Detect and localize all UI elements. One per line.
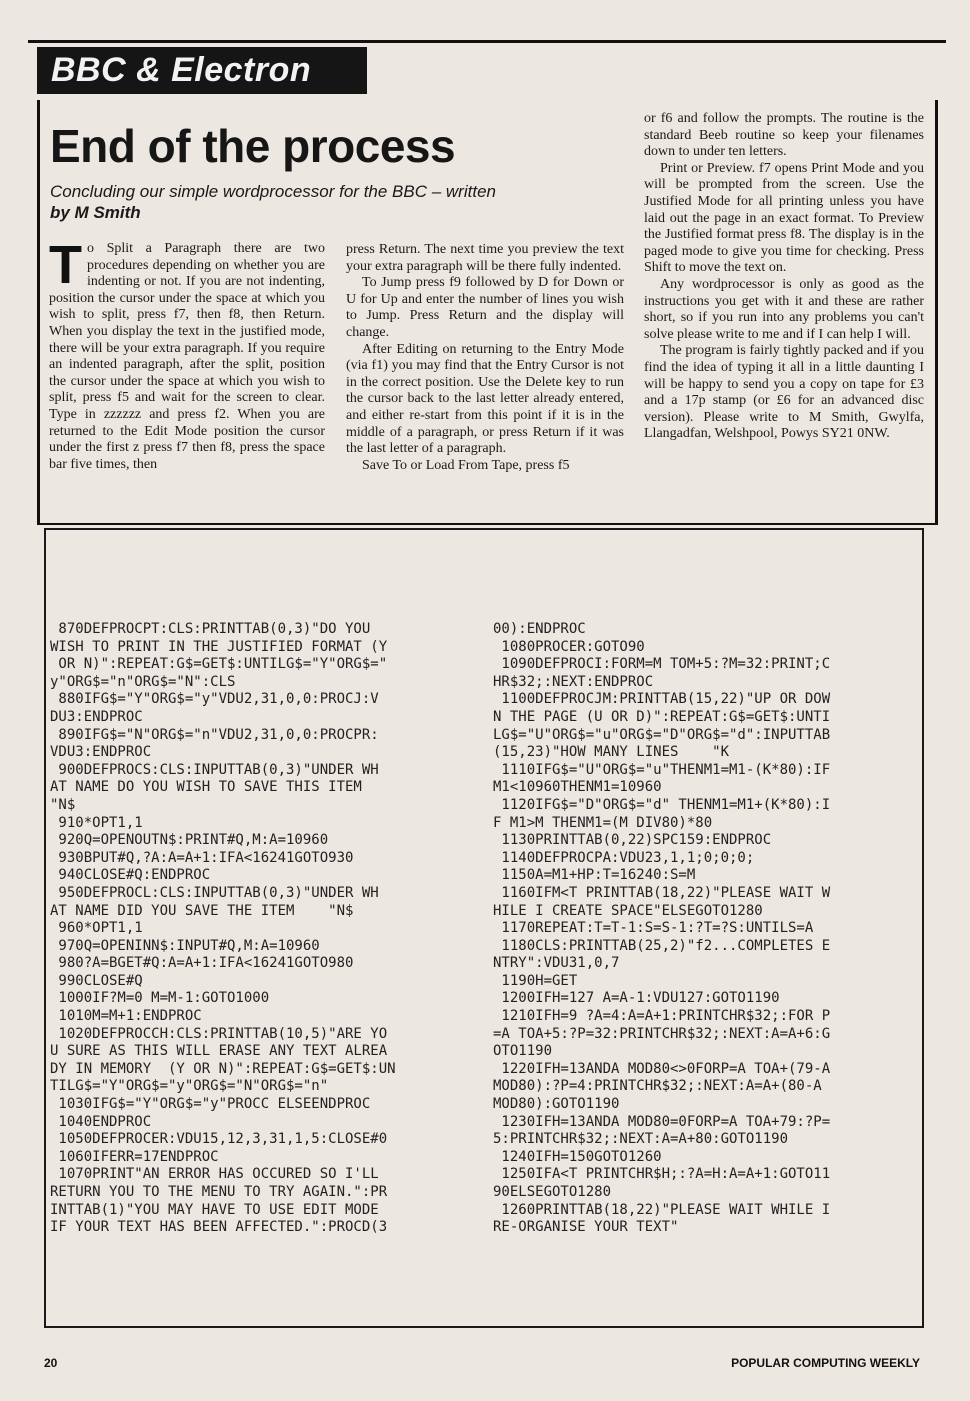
code-line: 1060IFERR=17ENDPROC bbox=[50, 1148, 219, 1165]
drop-cap: T bbox=[49, 235, 82, 295]
code-line: IF YOUR TEXT HAS BEEN AFFECTED.":PROCD(3 bbox=[50, 1219, 388, 1236]
code-line: NTRY":VDU31,0,7 bbox=[493, 955, 620, 972]
paragraph-text: o Split a Paragraph there are two procedures depending on whether you are indenting or not. If you are not indenting, position the cursor under the space at which you wish to split, press f7, then f8, then Return. When you display the text in the justified mode, there will be your extra paragraph. If you require an indented paragraph, after the split, position the cursor under the space at which you wish to split, press f5 and wait for the screen to clear. Type in zzzzzz and press f2. When you are returned to the Edit Mode position the cursor under the first z press f7 then f8, press the space bar five times, then bbox=[49, 241, 325, 472]
body-paragraph: press Return. The next time you preview the text your extra paragraph will be there fully indented. bbox=[346, 242, 624, 274]
code-line: 1230IFH=13ANDA MOD80=0FORP=A TOA+79:?P= bbox=[493, 1113, 831, 1130]
body-paragraph: The program is fairly tightly packed and if you find the idea of typing it all in a little daunting I will be happy to send you a copy on tape for £3 and a 17p stamp (or £6 for an advanced disc version). Please write to M Smith, Gwylfa, Llangadfan, Welshpool, Powys SY21 0NW. bbox=[644, 343, 924, 442]
code-line: 1130PRINTTAB(0,22)SPC159:ENDPROC bbox=[493, 832, 772, 849]
code-line: 1160IFM<T PRINTTAB(18,22)"PLEASE WAIT W bbox=[493, 884, 831, 901]
code-line: MOD80):?P=4:PRINTCHR$32;:NEXT:A=A+(80-A bbox=[493, 1078, 822, 1095]
body-paragraph: Print or Preview. f7 opens Print Mode and you will be prompted from the screen. Use the Justified Mode for all printing unless you have laid out the page in an exact format. To Preview the Justified format press f8. The display is in the paged mode to give you time for checking. Press Shift to move the text on. bbox=[644, 160, 924, 276]
code-line: 1260PRINTTAB(18,22)"PLEASE WAIT WHILE I bbox=[493, 1201, 831, 1218]
article-title: End of the process bbox=[50, 120, 456, 172]
code-line: 900DEFPROCS:CLS:INPUTTAB(0,3)"UNDER WH bbox=[50, 761, 379, 778]
body-column-1 bbox=[49, 235, 325, 473]
code-line: 00):ENDPROC bbox=[493, 621, 586, 637]
frame-bottom-rule bbox=[37, 523, 938, 525]
code-line: 1080PROCER:GOTO90 bbox=[493, 638, 645, 655]
code-line: 880IFG$="Y"ORG$="y"VDU2,31,0,0:PROCJ:V bbox=[50, 691, 379, 708]
code-line: 980?A=BGET#Q:A=A+1:IFA<16241GOTO980 bbox=[50, 955, 354, 972]
code-line: "N$ bbox=[50, 796, 76, 813]
code-line: 1070PRINT"AN ERROR HAS OCCURED SO I'LL bbox=[50, 1166, 379, 1183]
code-line: 1210IFH=9 ?A=4:A=A+1:PRINTCHR$32;:FOR P bbox=[493, 1008, 831, 1025]
code-line: 1040ENDPROC bbox=[50, 1113, 152, 1130]
code-line: 1010M=M+1:ENDPROC bbox=[50, 1008, 202, 1025]
publication-name: POPULAR COMPUTING WEEKLY bbox=[731, 1356, 920, 1370]
code-line: y"ORG$="n"ORG$="N":CLS bbox=[50, 673, 236, 690]
code-line: 1030IFG$="Y"ORG$="y"PROCC ELSEENDPROC bbox=[50, 1096, 371, 1113]
code-line: =A TOA+5:?P=32:PRINTCHR$32;:NEXT:A=A+6:G bbox=[493, 1025, 831, 1042]
standfirst bbox=[50, 181, 520, 223]
code-line: 930BPUT#Q,?A:A=A+1:IFA<16241GOTO930 bbox=[50, 849, 354, 866]
frame-right-rule bbox=[935, 100, 938, 525]
code-line: 5:PRINTCHR$32;:NEXT:A=A+80:GOTO1190 bbox=[493, 1131, 789, 1148]
code-line: 990CLOSE#Q bbox=[50, 972, 143, 989]
code-line: 1050DEFPROCER:VDU15,12,3,31,1,5:CLOSE#0 bbox=[50, 1131, 388, 1148]
code-line: (15,23)"HOW MANY LINES "K bbox=[493, 744, 730, 761]
code-line: U SURE AS THIS WILL ERASE ANY TEXT ALREA bbox=[50, 1043, 388, 1060]
body-paragraph: To Jump press f9 followed by D for Down or U for Up and enter the number of lines you wish to Jump. Press Return and the display will change. bbox=[346, 275, 624, 340]
code-line: 1180CLS:PRINTTAB(25,2)"f2...COMPLETES E bbox=[493, 937, 831, 954]
code-line: M1<10960THENM1=10960 bbox=[493, 779, 662, 796]
code-line: N THE PAGE (U OR D)":REPEAT:G$=GET$:UNTI bbox=[493, 708, 831, 725]
page-number: 20 bbox=[44, 1356, 58, 1370]
code-line: HILE I CREATE SPACE"ELSEGOTO1280 bbox=[493, 902, 763, 919]
code-line: F M1>M THENM1=(M DIV80)*80 bbox=[493, 814, 713, 831]
byline: by M Smith bbox=[50, 203, 141, 222]
code-line: 1120IFG$="D"ORG$="d" THENM1=M1+(K*80):I bbox=[493, 796, 831, 813]
body-column-2 bbox=[346, 242, 624, 474]
body-paragraph: or f6 and follow the prompts. The routine is the standard Beeb routine so keep your filenames down to under ten letters. bbox=[644, 111, 924, 160]
code-line: 940CLOSE#Q:ENDPROC bbox=[50, 867, 211, 884]
body-column-3 bbox=[644, 111, 924, 443]
code-line: OTO1190 bbox=[493, 1043, 553, 1060]
frame-left-rule bbox=[37, 100, 40, 525]
code-line: 1140DEFPROCPA:VDU23,1,1;0;0;0; bbox=[493, 849, 755, 866]
body-paragraph: Any wordprocessor is only as good as the instructions you get with it and these are rather short, so if you run into any problems you can't solve please write to me and if I can help I will. bbox=[644, 276, 924, 342]
code-line: 1150A=M1+HP:T=16240:S=M bbox=[493, 867, 696, 884]
program-listing-right bbox=[493, 621, 830, 1237]
code-line: 1100DEFPROCJM:PRINTTAB(15,22)"UP OR DOW bbox=[493, 691, 831, 708]
code-line: MOD80):GOTO1190 bbox=[493, 1096, 620, 1113]
code-line: 1250IFA<T PRINTCHR$H;:?A=H:A=A+1:GOTO11 bbox=[493, 1166, 831, 1183]
code-line: 1190H=GET bbox=[493, 972, 578, 989]
code-line: 1170REPEAT:T=T-1:S=S-1:?T=?S:UNTILS=A bbox=[493, 920, 814, 937]
code-line: 1240IFH=150GOTO1260 bbox=[493, 1148, 662, 1165]
code-line: HR$32;:NEXT:ENDPROC bbox=[493, 673, 654, 690]
code-line: RE-ORGANISE YOUR TEXT" bbox=[493, 1219, 679, 1236]
code-line: 1020DEFPROCCH:CLS:PRINTTAB(10,5)"ARE YO bbox=[50, 1025, 388, 1042]
section-tag: BBC & Electron bbox=[37, 47, 367, 94]
code-line: 90ELSEGOTO1280 bbox=[493, 1184, 612, 1200]
header-rule bbox=[28, 40, 946, 43]
code-line: 950DEFPROCL:CLS:INPUTTAB(0,3)"UNDER WH bbox=[50, 884, 379, 901]
code-line: 1090DEFPROCI:FORM=M TOM+5:?M=32:PRINT;C bbox=[493, 656, 831, 673]
code-line: OR N)":REPEAT:G$=GET$:UNTILG$="Y"ORG$=" bbox=[50, 656, 388, 673]
code-line: TILG$="Y"ORG$="y"ORG$="N"ORG$="n" bbox=[50, 1078, 329, 1095]
code-line: LG$="U"ORG$="u"ORG$="D"ORG$="d":INPUTTAB bbox=[493, 726, 831, 743]
code-line: 920Q=OPENOUTN$:PRINT#Q,M:A=10960 bbox=[50, 832, 329, 849]
program-listing-left bbox=[50, 621, 396, 1237]
code-line: 870DEFPROCPT:CLS:PRINTTAB(0,3)"DO YOU bbox=[50, 621, 371, 637]
code-line: 1000IF?M=0 M=M-1:GOTO1000 bbox=[50, 990, 270, 1007]
code-line: AT NAME DO YOU WISH TO SAVE THIS ITEM bbox=[50, 779, 362, 796]
code-line: 910*OPT1,1 bbox=[50, 814, 143, 831]
code-line: 890IFG$="N"ORG$="n"VDU2,31,0,0:PROCPR: bbox=[50, 726, 379, 743]
code-line: VDU3:ENDPROC bbox=[50, 744, 152, 761]
code-line: WISH TO PRINT IN THE JUSTIFIED FORMAT (Y bbox=[50, 638, 388, 655]
code-line: RETURN YOU TO THE MENU TO TRY AGAIN.":PR bbox=[50, 1184, 388, 1200]
code-line: DU3:ENDPROC bbox=[50, 708, 143, 725]
code-line: 960*OPT1,1 bbox=[50, 920, 143, 937]
code-line: AT NAME DID YOU SAVE THE ITEM "N$ bbox=[50, 902, 354, 919]
body-paragraph: After Editing on returning to the Entry Mode (via f1) you may find that the Entry Cursor is not in the correct position. Use the Delete key to run the cursor back to the last letter already entered, and either re-start from this point if it is in the middle of a paragraph, or press Return if it was the last letter of a paragraph. bbox=[346, 341, 624, 457]
code-line: 1220IFH=13ANDA MOD80<>0FORP=A TOA+(79-A bbox=[493, 1060, 831, 1077]
code-line: 1200IFH=127 A=A-1:VDU127:GOTO1190 bbox=[493, 990, 780, 1007]
code-line: INTTAB(1)"YOU MAY HAVE TO USE EDIT MODE bbox=[50, 1201, 379, 1218]
code-line: 970Q=OPENINN$:INPUT#Q,M:A=10960 bbox=[50, 937, 320, 954]
code-line: DY IN MEMORY (Y OR N)":REPEAT:G$=GET$:UN bbox=[50, 1060, 396, 1077]
body-paragraph bbox=[49, 235, 325, 473]
code-line: 1110IFG$="U"ORG$="u"THENM1=M1-(K*80):IF bbox=[493, 761, 831, 778]
body-paragraph: Save To or Load From Tape, press f5 bbox=[362, 457, 570, 473]
standfirst-text: Concluding our simple wordprocessor for the BBC – written bbox=[50, 182, 496, 201]
